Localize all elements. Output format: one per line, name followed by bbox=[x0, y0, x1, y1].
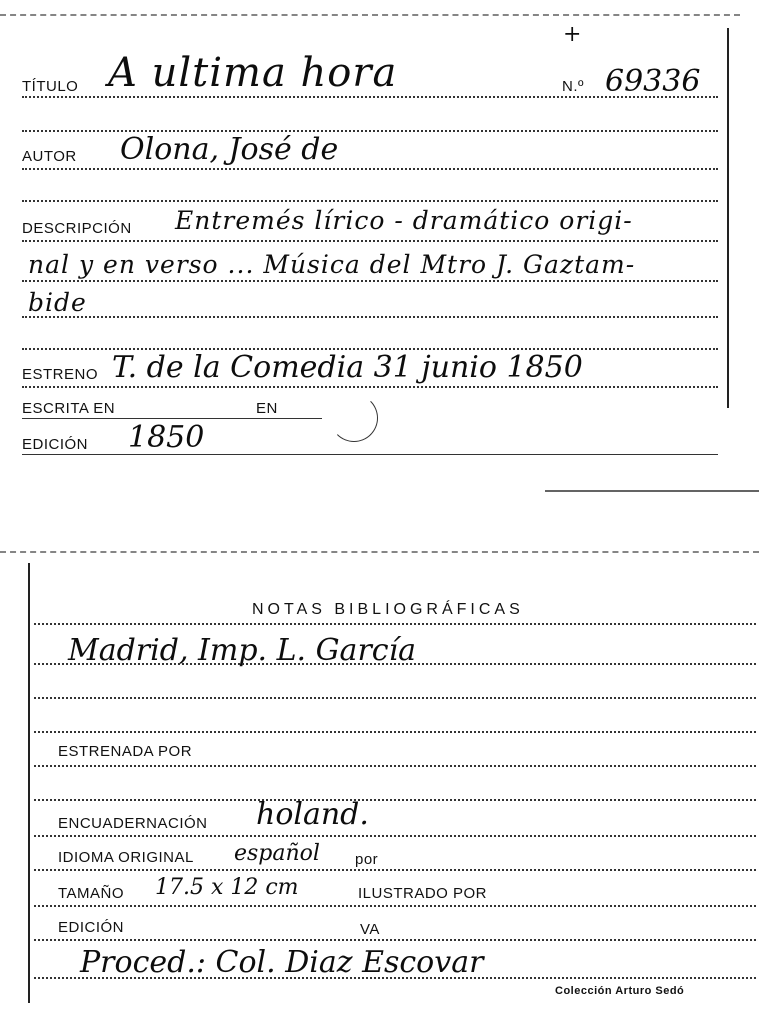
cross-mark: + bbox=[563, 22, 582, 47]
edicion-label: EDICIÓN bbox=[22, 436, 89, 453]
rule-line bbox=[22, 168, 718, 170]
descripcion-line-3: bide bbox=[28, 288, 87, 317]
descripcion-line-2: nal y en verso ... Música del Mtro J. Gaztam- bbox=[28, 250, 636, 279]
rule-line bbox=[22, 240, 718, 242]
card-top-bottom-edge bbox=[545, 490, 759, 492]
card-left-border bbox=[28, 563, 30, 1003]
rule-line bbox=[34, 977, 756, 979]
rule-line bbox=[34, 799, 756, 801]
rule-line bbox=[22, 280, 718, 282]
rule-line bbox=[22, 96, 718, 98]
numero-value: 69336 bbox=[605, 64, 701, 99]
notas-heading: NOTAS BIBLIOGRÁFICAS bbox=[252, 601, 524, 618]
rule-line bbox=[34, 697, 756, 699]
rule-line bbox=[22, 200, 718, 202]
rule-line bbox=[34, 939, 756, 941]
edicion-label-bottom: EDICIÓN bbox=[58, 919, 125, 936]
estrenada-por-label: ESTRENADA POR bbox=[58, 743, 193, 760]
descripcion-line-1: Entremés lírico - dramático origi- bbox=[175, 206, 633, 235]
rule-line bbox=[34, 731, 756, 733]
rule-line bbox=[34, 869, 756, 871]
numero-label: N.º bbox=[562, 78, 584, 95]
collection-credit: Colección Arturo Sedó bbox=[555, 985, 685, 997]
rule-line bbox=[34, 623, 756, 625]
encuadernacion-label: ENCUADERNACIÓN bbox=[58, 815, 208, 832]
notas-value: Madrid, Imp. L. García bbox=[68, 633, 417, 668]
en-label: EN bbox=[256, 400, 278, 417]
catalog-card-bottom bbox=[0, 545, 759, 1028]
rule-line bbox=[34, 905, 756, 907]
encuadernacion-value: holand. bbox=[256, 797, 369, 832]
edicion-value: 1850 bbox=[128, 420, 205, 455]
autor-label: AUTOR bbox=[22, 148, 77, 165]
idioma-label: IDIOMA ORIGINAL bbox=[58, 849, 194, 866]
catalog-card-top bbox=[0, 0, 759, 500]
tamano-value: 17.5 x 12 cm bbox=[155, 875, 299, 900]
rule-line bbox=[22, 386, 718, 388]
idioma-value: español bbox=[234, 841, 320, 866]
proced-value: Proced.: Col. Diaz Escovar bbox=[80, 945, 484, 980]
titulo-value: A ultima hora bbox=[108, 50, 398, 96]
va-label: VA bbox=[360, 921, 380, 938]
card-bottom-edge bbox=[0, 551, 759, 553]
card-top-edge bbox=[0, 14, 740, 16]
estreno-value: T. de la Comedia 31 junio 1850 bbox=[112, 350, 583, 385]
ilustrado-label: ILUSTRADO POR bbox=[358, 885, 488, 902]
card-right-border bbox=[727, 28, 729, 408]
rule-line bbox=[34, 663, 756, 665]
stamp-circle bbox=[330, 394, 378, 442]
escrita-en-label: ESCRITA EN bbox=[22, 400, 116, 417]
autor-value: Olona, José de bbox=[120, 132, 339, 167]
rule-line bbox=[22, 316, 718, 318]
estreno-label: ESTRENO bbox=[22, 366, 99, 383]
rule-line bbox=[34, 835, 756, 837]
rule-line bbox=[34, 765, 756, 767]
titulo-label: TÍTULO bbox=[22, 78, 79, 95]
rule-line bbox=[22, 454, 718, 455]
por-label: por bbox=[355, 851, 379, 868]
descripcion-label: DESCRIPCIÓN bbox=[22, 220, 132, 237]
tamano-label: TAMAÑO bbox=[58, 885, 125, 902]
rule-line bbox=[22, 418, 322, 419]
